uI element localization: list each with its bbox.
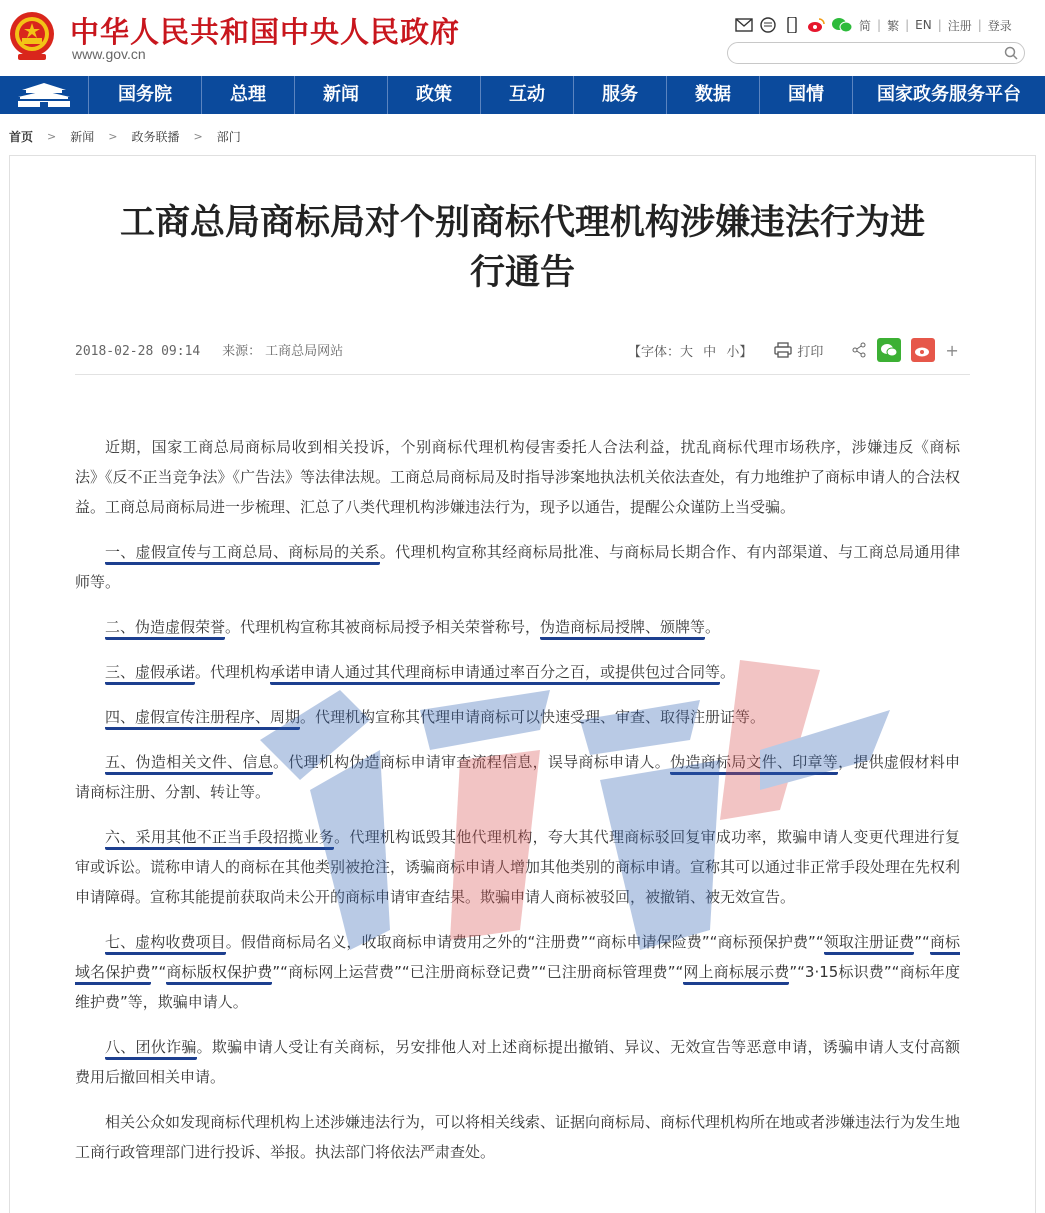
highlight-heading: 五、伪造相关文件、信息 [105,753,273,775]
font-size-large[interactable]: 大 [680,344,694,360]
lang-english-link[interactable]: EN [915,18,932,32]
print-label: 打印 [797,344,824,360]
highlight-heading: 八、团伙诈骗 [105,1038,197,1060]
paragraph-text: 。代理机构伪造商标申请审查流程信息，误导商标申请人。 [273,753,671,771]
source-label: 来源： [222,344,262,359]
font-size-control [628,341,758,360]
highlight-text: 承诺申请人通过其代理商标申请通过率百分之百，或提供包过合同等 [270,663,720,685]
national-emblem-icon[interactable] [8,10,56,62]
article-title-line2: 行通告 [469,253,575,293]
divider [75,374,970,375]
login-link[interactable]: 登录 [987,18,1012,33]
article-title-line1: 工商总局商标局对个别商标代理机构涉嫌违法行为进 [119,203,925,243]
breadcrumb-gov-news[interactable]: 政务联播 [131,130,180,144]
highlight-text: 伪造商标局文件、印章等 [670,753,838,775]
share-bar [851,338,958,362]
nav-item-state-council[interactable]: 国务院 [89,76,202,114]
nav-item-premier[interactable]: 总理 [202,76,295,114]
highlight-text: 商标域名保护费 [75,933,960,985]
nav-item-service-platform[interactable]: 国家政务服务平台 [877,84,1021,105]
share-icon[interactable] [851,342,867,358]
paragraph-text: 。假借商标局名义，收取商标申请费用之外的“注册费”“商标申请保险费”“商标预保护费”“ [225,933,824,951]
paragraph-text: 。代理机构 [195,663,271,681]
highlight-heading: 二、伪造虚假荣誉 [105,618,225,640]
wechat-icon[interactable] [831,17,853,33]
paragraph-text: 。 [705,618,721,636]
search-input[interactable] [738,44,1008,64]
highlight-heading: 四、虚假宣传注册程序、周期 [105,708,300,730]
paragraph-text: ”“3·15标识费”“商标年度维护费”等，欺骗申请人。 [75,963,961,1011]
breadcrumb-departments[interactable]: 部门 [216,130,241,144]
nav-item-national-info[interactable]: 国情 [760,76,853,114]
mobile-icon[interactable] [783,17,801,33]
site-domain: www.gov.cn [72,46,146,62]
paragraph-closing: 相关公众如发现商标代理机构上述涉嫌违法行为，可以将相关线索、证据向商标局、商标代理机构所在地或者涉嫌违法行为发生地工商行政管理部门进行投诉、举报。执法部门将依法严肃查处。 [75,1113,961,1161]
nav-item-news[interactable]: 新闻 [295,76,388,114]
article-body [75,432,960,1182]
site-title[interactable]: 中华人民共和国中央人民政府 [70,15,461,49]
breadcrumb-home[interactable]: 首页 [9,130,34,144]
site-header [0,0,1045,76]
chat-bubble-icon[interactable] [759,17,777,33]
chevron-right-icon: > [47,130,57,143]
mail-icon[interactable] [735,17,753,33]
search-icon[interactable] [1004,46,1018,60]
separator: | [977,18,982,32]
nav-item-data[interactable]: 数据 [667,76,760,114]
chevron-right-icon: > [193,130,203,143]
breadcrumb [9,128,255,145]
lang-simplified-link[interactable]: 简 [859,18,872,33]
paragraph-text: 。代理机构宣称其被商标局授予相关荣誉称号， [225,618,541,636]
paragraph-text: 。代理机构宣称其经商标局批准、与商标局长期合作、有内部渠道、与工商总局通用律师等。 [75,543,960,591]
paragraph-item-1 [75,537,960,597]
breadcrumb-news[interactable]: 新闻 [70,130,95,144]
paragraph-text: ，提供虚假材料申请商标注册、分割、转让等。 [75,753,960,801]
nav-item-interaction[interactable]: 互动 [481,76,574,114]
font-size-medium[interactable]: 中 [703,344,717,360]
weibo-share-button[interactable] [911,338,935,362]
separator: | [877,18,882,32]
nav-item-services[interactable]: 服务 [574,76,667,114]
highlight-text: 领取注册证费 [824,933,915,955]
paragraph-text: ”“ [150,963,167,981]
source-name: 工商总局网站 [265,344,344,359]
paragraph-text: ”“商标网上运营费”“已注册商标登记费”“已注册商标管理费”“ [272,963,684,981]
nav-home[interactable] [0,76,89,114]
weibo-icon[interactable] [807,17,825,33]
article-tools [628,338,959,362]
paragraph-text: 。 [720,663,736,681]
paragraph-item-4 [75,702,960,732]
highlight-heading: 七、虚构收费项目 [105,933,226,955]
paragraph-text: 。欺骗申请人受让有关商标，另安排他人对上述商标提出撤销、异议、无效宣告等恶意申请，诱骗申请人支付高额费用后撤回相关申请。 [75,1038,960,1086]
highlight-text: 伪造商标局授牌、颁牌等 [540,618,705,640]
tiananmen-icon [14,82,74,108]
font-size-small[interactable]: 小】 [726,344,753,360]
search-box[interactable] [727,42,1025,64]
paragraph-item-5 [75,747,960,807]
publish-date: 2018-02-28 09:14 [75,344,201,359]
paragraph-item-7 [75,927,960,1017]
paragraph-item-2 [75,612,960,642]
main-nav [0,76,1045,114]
highlight-text: 网上商标展示费 [683,963,789,985]
register-link[interactable]: 注册 [947,18,972,33]
printer-icon [774,342,792,358]
wechat-share-button[interactable] [877,338,901,362]
highlight-heading: 六、采用其他不正当手段招揽业务 [105,828,334,850]
highlight-heading: 三、虚假承诺 [105,663,195,685]
paragraph-intro: 近期，国家工商总局商标局收到相关投诉，个别商标代理机构侵害委托人合法利益，扰乱商标代理市场秩序，涉嫌违反《商标法》《反不正当竞争法》《广告法》等法律法规。工商总局商标局及时指导涉案地执法机关依法查处，有力地维护了商标申请人的合法权益。工商总局商标局进一步梳理、汇总了八类代理机构涉嫌违法行为，现予以通告，提醒公众谨防上当受骗。 [75,438,961,516]
weibo-icon [914,343,932,357]
article-meta [75,340,357,359]
paragraph-text: ”“ [914,933,930,951]
paragraph-item-6 [75,822,960,912]
lang-traditional-link[interactable]: 繁 [887,18,900,33]
article-title [60,198,985,298]
nav-item-policy[interactable]: 政策 [388,76,481,114]
more-share-button[interactable]: + [945,340,959,360]
chevron-right-icon: > [108,130,118,143]
header-tools [735,14,1012,36]
paragraph-text: 。代理机构宣称其代理申请商标可以快速受理、审查、取得注册证等。 [300,708,766,726]
paragraph-text: 。代理机构诋毁其他代理机构，夸大其代理商标驳回复审成功率，欺骗申请人变更代理进行复审或诉讼。谎称申请人的商标在其他类别被抢注，诱骗商标申请人增加其他类别的商标申请。宣称其可以通过非正常手段处理在先权利申请障碍。宣称其能提前获取尚未公开的商标申请审查结果。欺骗申请人商标被驳回，被撤销、被无效宣告。 [75,828,961,906]
print-button[interactable] [774,341,823,360]
separator: | [937,18,942,32]
paragraph-item-3 [75,657,960,687]
highlight-text: 商标版权保护费 [166,963,272,985]
paragraph-item-8 [75,1032,960,1092]
separator: | [905,18,910,32]
font-size-label: 【字体： [628,344,681,360]
wechat-icon [880,343,898,357]
highlight-heading: 一、虚假宣传与工商总局、商标局的关系 [105,543,380,565]
